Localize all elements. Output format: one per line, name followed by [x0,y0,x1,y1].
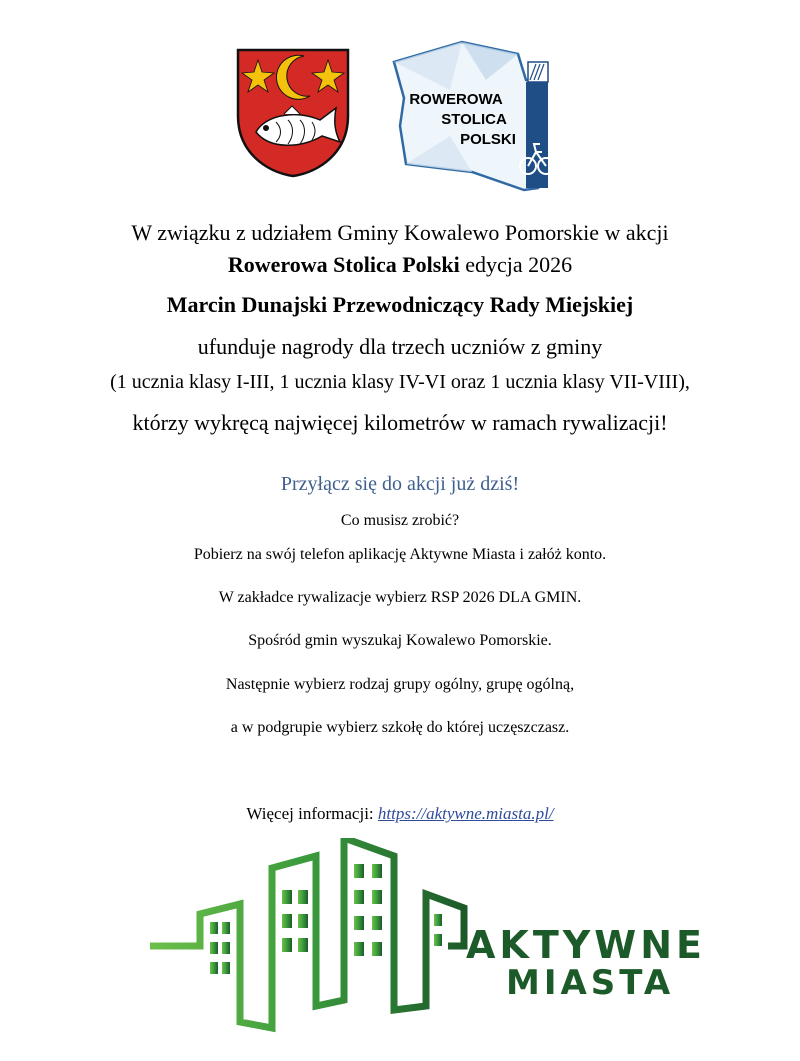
step-3: Spośród gmin wyszukaj Kowalewo Pomorskie. [248,632,552,649]
more-info-label: Więcej informacji: [246,804,378,823]
rsp-line3: POLSKI [460,131,516,148]
aktywne-word: AKTYWNE [466,923,706,967]
aktywne-miasta-link[interactable]: https://aktywne.miasta.pl/ [377,804,554,823]
intro-line-4: ufunduje nagrody dla trzech uczniów z gminy [197,334,603,359]
action-name: Rowerowa Stolica Polski [227,252,460,277]
edition-text: edycja 2026 [459,252,573,277]
rsp-line1: ROWEROWA [409,91,503,108]
intro-line-6: którzy wykręcą najwięcej kilometrów w ramach rywalizacji! [132,410,668,435]
rsp-line2: STOLICA [441,111,507,128]
rowerowa-stolica-polski-logo [390,40,562,192]
step-2: W zakładce rywalizacje wybierz RSP 2026 DLA GMIN. [218,589,582,606]
instructions-heading: Przyłącz się do akcji już dziś! [280,473,520,495]
step-5: a w podgrupie wybierz szkołę do której uczęszczasz. [230,719,570,736]
instructions-question: Co musisz zrobić? [340,512,460,529]
step-1: Pobierz na swój telefon aplikację Aktywne Miasta i załóż konto. [193,546,607,563]
kowalewo-coat-of-arms-logo [236,48,350,178]
step-4: Następnie wybierz rodzaj grupy ogólny, grupę ogólną, [225,676,575,693]
sponsor-name: Marcin Dunajski Przewodniczący Rady Miejskiej [166,292,634,317]
miasta-word: MIASTA [506,963,675,1003]
intro-line-5: (1 ucznia klasy I-III, 1 ucznia klasy IV-VI oraz 1 ucznia klasy VII-VIII), [110,371,690,393]
intro-line-1: W związku z udziałem Gminy Kowalewo Pomorskie w akcji [131,220,669,245]
intro-line-2 [0,252,800,278]
more-info [0,804,800,824]
aktywne-miasta-logo [148,838,708,1038]
